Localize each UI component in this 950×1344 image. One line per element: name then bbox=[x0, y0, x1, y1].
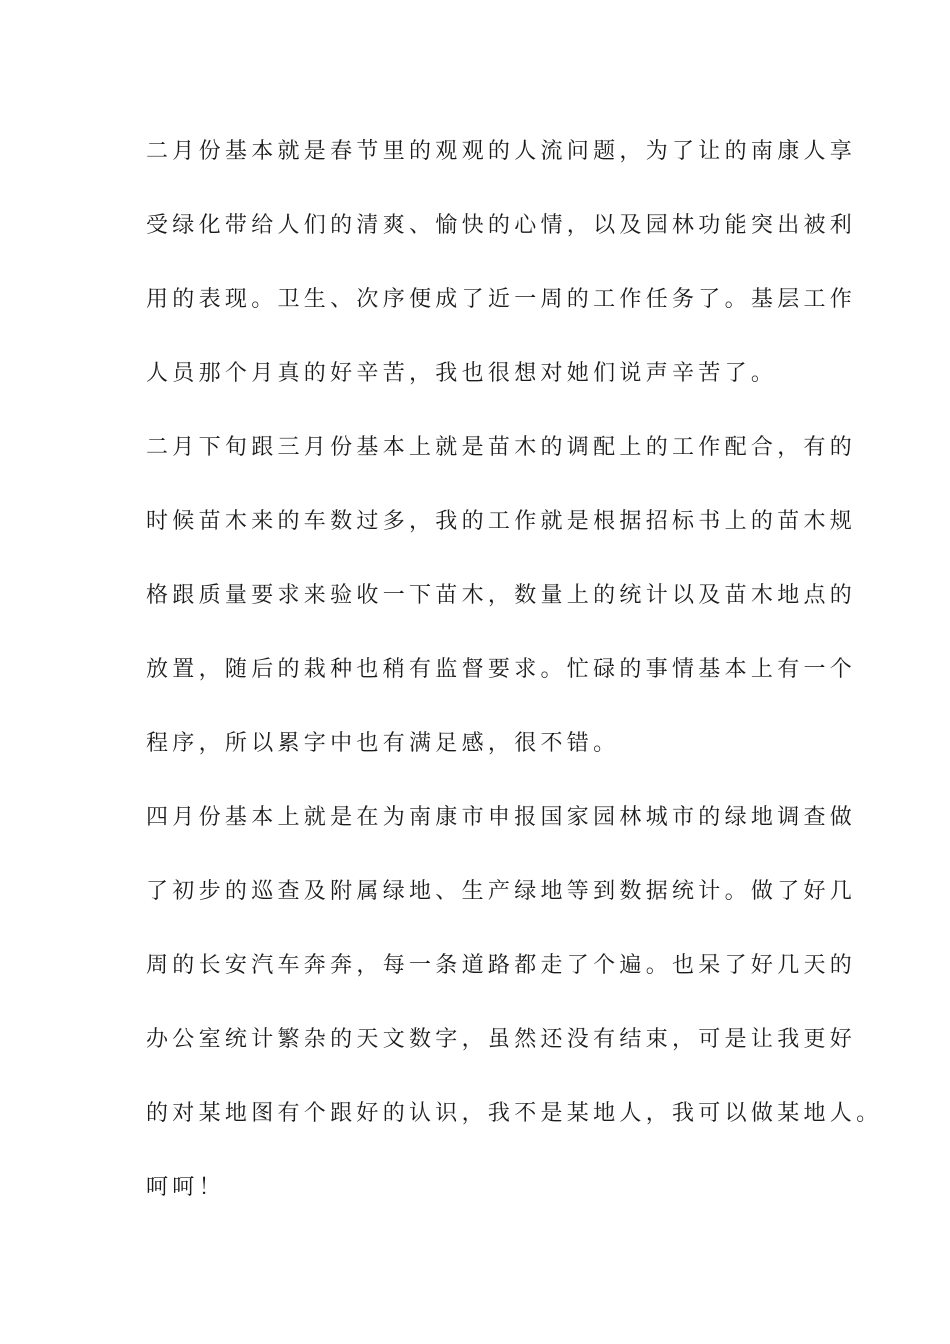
text-line: 四月份基本上就是在为南康市申报国家园林城市的绿地调查做 bbox=[146, 805, 857, 830]
text-line: 了初步的巡查及附属绿地、生产绿地等到数据统计。做了好几 bbox=[146, 879, 857, 904]
text-line: 格跟质量要求来验收一下苗木，数量上的统计以及苗木地点的 bbox=[146, 583, 857, 608]
text-line: 放置，随后的栽种也稍有监督要求。忙碌的事情基本上有一个 bbox=[146, 657, 857, 682]
text-line: 呵呵！ bbox=[146, 1175, 225, 1200]
text-line: 二月份基本就是春节里的观观的人流问题，为了让的南康人享 bbox=[146, 139, 857, 164]
text-line: 周的长安汽车奔奔，每一条道路都走了个遍。也呆了好几天的 bbox=[146, 953, 857, 978]
text-line: 受绿化带给人们的清爽、愉快的心情，以及园林功能突出被利 bbox=[146, 213, 857, 238]
text-line: 二月下旬跟三月份基本上就是苗木的调配上的工作配合，有的 bbox=[146, 435, 857, 460]
text-line: 程序，所以累字中也有满足感，很不错。 bbox=[146, 731, 620, 756]
text-line: 用的表现。卫生、次序便成了近一周的工作任务了。基层工作 bbox=[146, 287, 857, 312]
text-line: 人员那个月真的好辛苦，我也很想对她们说声辛苦了。 bbox=[146, 361, 778, 386]
text-line: 办公室统计繁杂的天文数字，虽然还没有结束，可是让我更好 bbox=[146, 1027, 857, 1052]
text-line: 的对某地图有个跟好的认识，我不是某地人，我可以做某地人。 bbox=[146, 1101, 883, 1126]
text-line: 时候苗木来的车数过多，我的工作就是根据招标书上的苗木规 bbox=[146, 509, 857, 534]
